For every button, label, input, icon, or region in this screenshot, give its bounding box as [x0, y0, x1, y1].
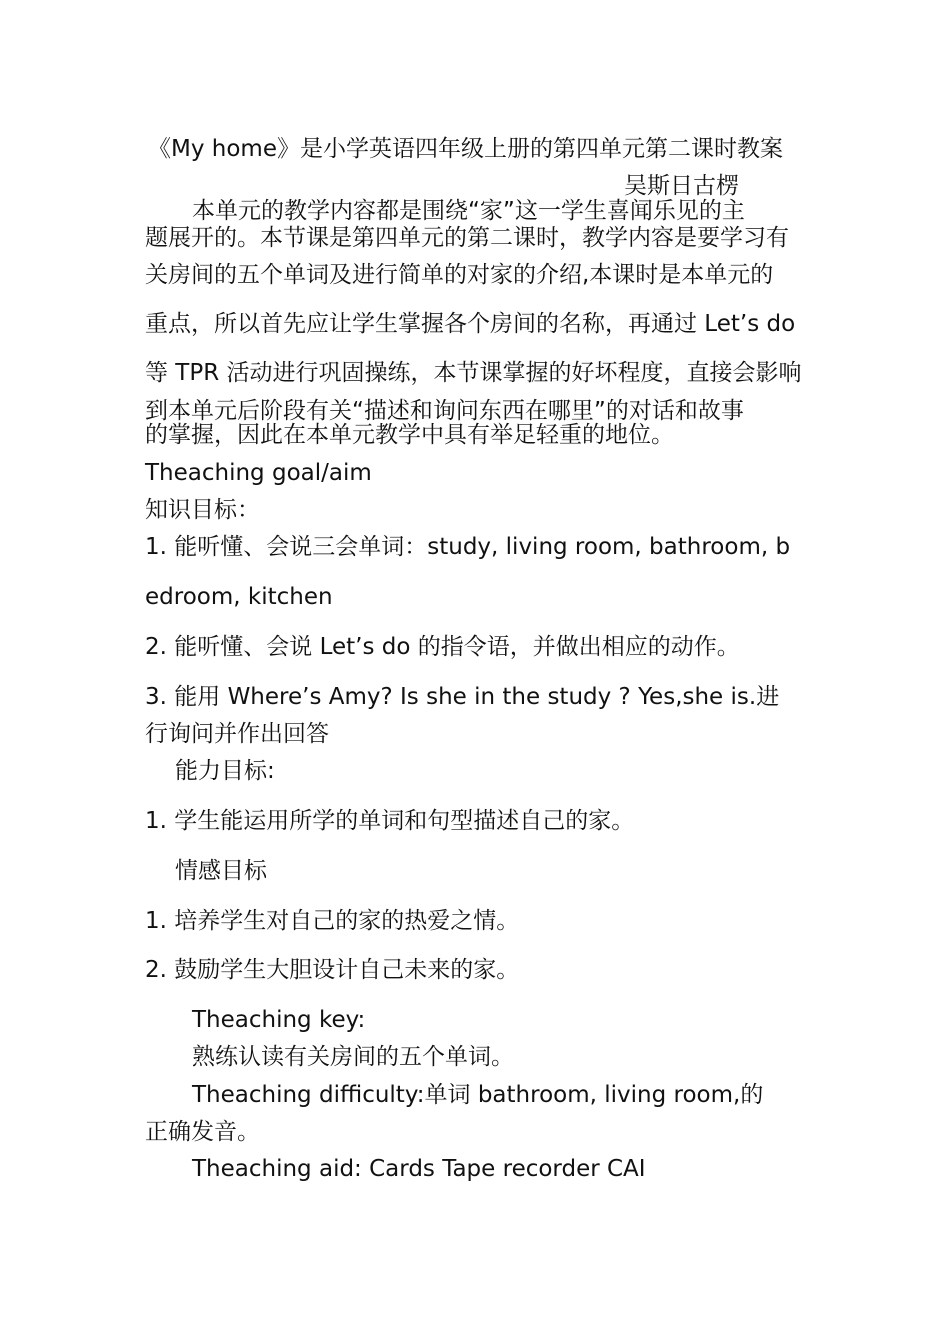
author-name: 吴斯日古楞	[624, 173, 739, 199]
knowledge-item: 2. 能听懂、会说 Let’s do 的指令语，并做出相应的动作。	[145, 634, 740, 660]
knowledge-item: 3. 能用 Where’s Amy? Is she in the study ? Yes,she is.进	[145, 684, 780, 710]
difficulty-line: 正确发音。	[145, 1119, 260, 1145]
intro-line: 关房间的五个单词及进行简单的对家的介绍,本课时是本单元的	[145, 262, 774, 288]
difficulty-line: Theaching difficulty:单词 bathroom, living room,的	[192, 1082, 764, 1108]
intro-line: 到本单元后阶段有关“描述和询问东西在哪里”的对话和故事	[145, 398, 744, 424]
knowledge-item: 1. 能听懂、会说三会单词：study, living room, bathroom, b	[145, 534, 791, 560]
emotion-item: 2. 鼓励学生大胆设计自己未来的家。	[145, 957, 520, 983]
intro-line: 本单元的教学内容都是围绕“家”这一学生喜闻乐见的主	[192, 198, 745, 224]
intro-line: 题展开的。本节课是第四单元的第二课时，教学内容是要学习有	[145, 225, 789, 251]
intro-line: 等 TPR 活动进行巩固操练，本节课掌握的好坏程度，直接会影响	[145, 360, 802, 386]
ability-heading: 能力目标:	[175, 758, 275, 784]
document-title: 《My home》是小学英语四年级上册的第四单元第二课时教案	[148, 136, 783, 162]
knowledge-item: edroom, kitchen	[145, 584, 333, 610]
intro-line: 的掌握，因此在本单元教学中具有举足轻重的地位。	[145, 422, 674, 448]
emotion-item: 1. 培养学生对自己的家的热爱之情。	[145, 908, 520, 934]
knowledge-item: 行询问并作出回答	[145, 721, 329, 747]
goal-heading: Theaching goal/aim	[145, 460, 372, 486]
ability-item: 1. 学生能运用所学的单词和句型描述自己的家。	[145, 808, 635, 834]
key-heading: Theaching key:	[192, 1007, 366, 1033]
key-text: 熟练认读有关房间的五个单词。	[192, 1044, 514, 1070]
intro-line: 重点，所以首先应让学生掌握各个房间的名称，再通过 Let’s do	[145, 311, 796, 337]
aid-line: Theaching aid: Cards Tape recorder CAI	[192, 1156, 646, 1182]
knowledge-heading: 知识目标：	[145, 497, 260, 523]
emotion-heading: 情感目标	[175, 858, 267, 884]
